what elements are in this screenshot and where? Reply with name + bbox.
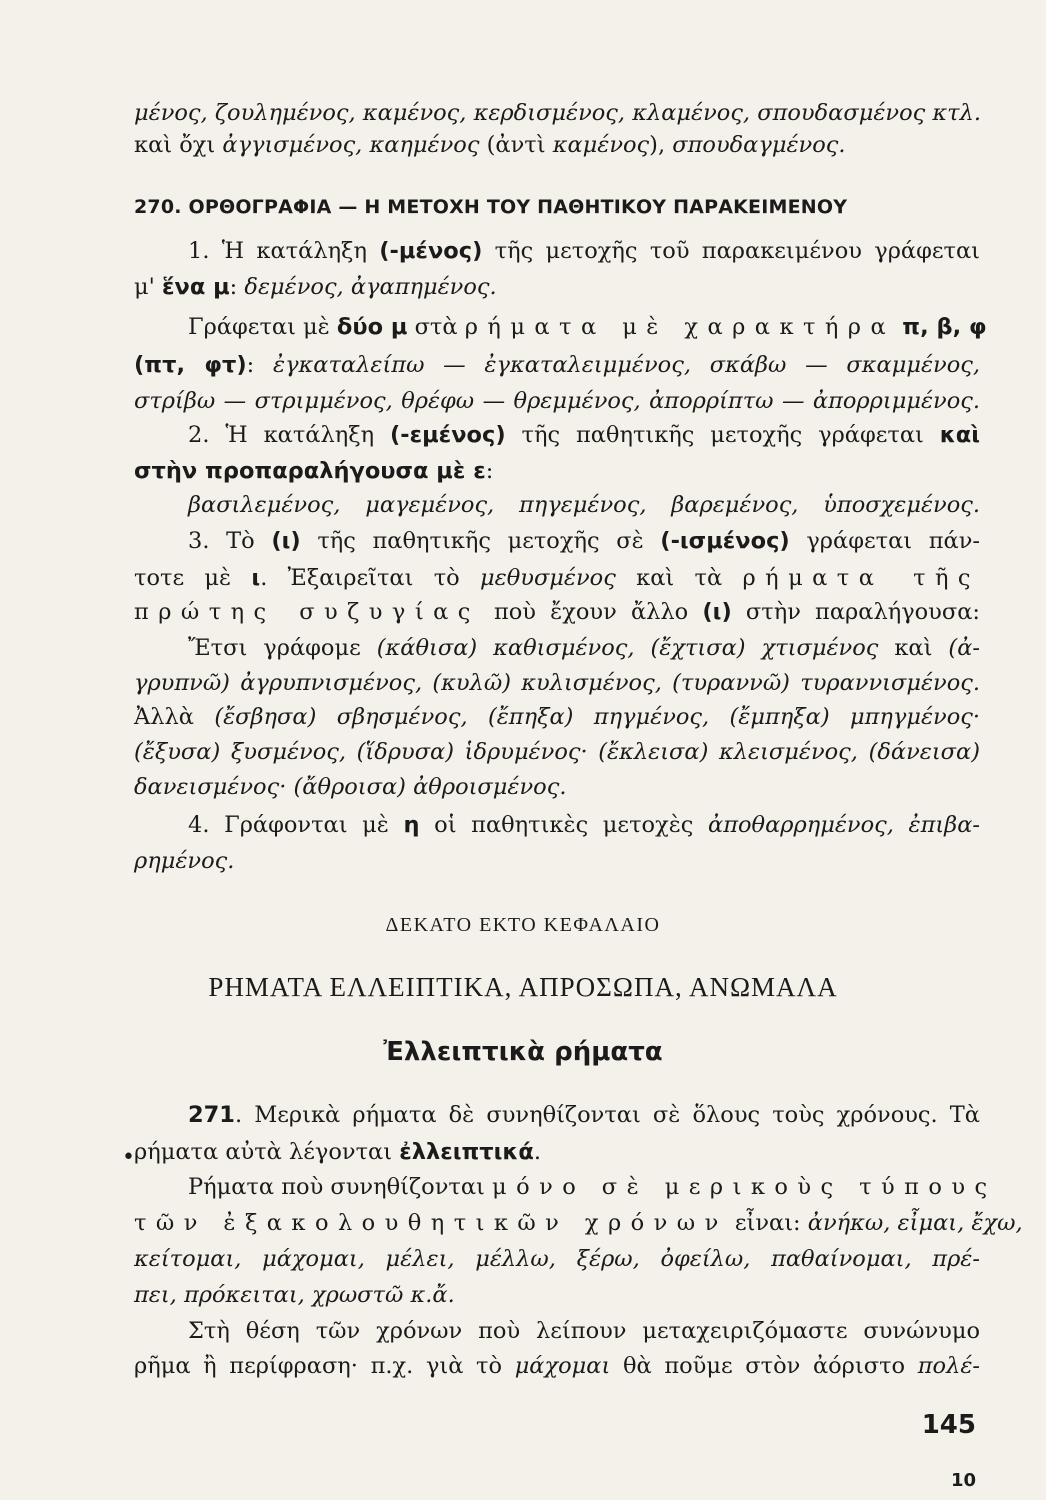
- text-span: ρῆμα ἢ περίφραση· π.χ. γιὰ τὸ: [134, 1353, 515, 1379]
- text-span: στὴν παραλήγουσα:: [731, 599, 980, 625]
- text-span: τοτε μὲ: [134, 565, 252, 591]
- para-271-line-5: κείτομαι, μάχομαι, μέλει, μέλλω, ξέρω, ὀφείλω, παθαίνομαι, πρέ-: [134, 1246, 980, 1272]
- para-271-line-4: [134, 1208, 1023, 1238]
- text-span: ἀγγισμένος, καημένος: [222, 132, 480, 158]
- bold-span: η: [403, 812, 420, 838]
- text-span: Ἀλλὰ: [134, 704, 215, 730]
- rule-3-exception-line-3: δανεισμένος· (ἄθροισα) ἀθροισμένος.: [134, 774, 567, 800]
- chapter-title: ΡΗΜΑΤΑ ΕΛΛΕΙΠΤΙΚΑ, ΑΠΡΟΣΩΠΑ, ΑΝΩΜΑΛΑ: [208, 972, 838, 1002]
- rule-3-example-line: [188, 633, 980, 663]
- italic-span: δεμένος, ἀγαπημένος.: [244, 274, 497, 300]
- text-span: καὶ τὰ: [615, 565, 743, 591]
- italic-span: ἀνήκω, εἶμαι, ἔχω,: [807, 1210, 1023, 1236]
- text-span: οἱ παθητικὲς μετοχὲς: [419, 812, 708, 838]
- text-span: τῆς παθητικῆς μετοχῆς γράφεται: [505, 422, 940, 448]
- para-271-line-1: [188, 1100, 980, 1130]
- para-271-line-3: [188, 1172, 997, 1202]
- rule-4-line: [188, 810, 980, 840]
- rule-3-line-2: [134, 563, 980, 593]
- rule-1-example-line: [134, 350, 980, 380]
- text-span: Ρήματα ποὺ συνηθίζονται: [188, 1174, 492, 1200]
- margin-dot: •: [122, 1145, 135, 1170]
- text-span: 4. Γράφονται μὲ: [188, 812, 404, 838]
- text-span: (ἀντὶ: [479, 132, 553, 158]
- bold-span: στὴν προπαραλήγουσα μὲ ε: [134, 458, 486, 484]
- italic-span: (ἀ-: [948, 635, 980, 661]
- rule-3-line-3: [134, 597, 980, 627]
- rule-2-line: [188, 420, 980, 450]
- rule-1-line-2: [134, 272, 980, 302]
- text-span: .: [533, 1139, 542, 1165]
- spaced-span: ρήματα τῆς: [742, 565, 980, 591]
- bold-span: 271: [188, 1102, 235, 1128]
- para-271-line-7: Στὴ θέση τῶν χρόνων ποὺ λείπουν μεταχειριζόμαστε συνώνυμο: [188, 1318, 980, 1344]
- bold-span: δύο μ: [336, 314, 408, 340]
- italic-span: ἐγκαταλείπω — ἐγκαταλειμμένος, σκάβω — σκαμμένος,: [273, 352, 981, 378]
- para-271-line-6: πει, πρόκειται, χρωστῶ κ.ἄ.: [134, 1282, 455, 1308]
- text-span: τῆς μετοχῆς τοῦ παρακειμένου γράφεται: [482, 238, 980, 264]
- spaced-span: πρώτης συζυγίας: [134, 599, 480, 625]
- text-span: Ἔτσι γράφομε: [188, 635, 377, 661]
- text-span: 3. Τὸ: [188, 528, 272, 554]
- bold-span: (ι): [702, 599, 732, 625]
- text-span: ρήματα αὐτὰ λέγονται: [134, 1139, 400, 1165]
- section-subtitle: Ἐλλειπτικὰ ρήματα: [383, 1037, 663, 1067]
- bold-span: ἐλλειπτικά: [399, 1139, 534, 1165]
- bold-span: ἕνα μ: [161, 274, 230, 300]
- text-span: καὶ ὄχι: [134, 132, 223, 158]
- section-270-heading: 270. ΟΡΘΟΓΡΑΦΙΑ — Η ΜΕΤΟΧΗ ΤΟΥ ΠΑΘΗΤΙΚΟΥ ΠΑΡΑΚΕΙΜΕΝΟΥ: [134, 196, 848, 218]
- bold-span: καὶ: [939, 422, 980, 448]
- text-span: καὶ: [878, 635, 949, 661]
- text-span: :: [229, 274, 245, 300]
- text-span: ),: [649, 132, 673, 158]
- rule-1-double-m-line: [188, 312, 987, 342]
- text-span: θὰ ποῦμε στὸν ἀόριστο: [610, 1353, 918, 1379]
- text-span: :: [246, 352, 274, 378]
- bold-span: (-μένος): [379, 238, 483, 264]
- chapter-label: ΔΕΚΑΤΟ ΕΚΤΟ ΚΕΦΑΛΑΙΟ: [385, 914, 661, 936]
- rule-1-line: [188, 236, 980, 266]
- text-span: γράφεται πάν-: [789, 528, 981, 554]
- text-line-2: [134, 130, 980, 160]
- text-span: 1. Ἡ κατάληξη: [188, 238, 380, 264]
- rule-1-example-line-2: στρίβω — στριμμένος, θρέφω — θρεμμένος, ἀπορρίπτω — ἀπορριμμένος.: [134, 388, 980, 414]
- text-span: . Μερικὰ ρήματα δὲ συνηθίζονται σὲ ὅλους τοὺς χρόνους. Τὰ: [234, 1102, 980, 1128]
- text-span: τῆς παθητικῆς μετοχῆς σὲ: [300, 528, 661, 554]
- rule-2-example-line: βασιλεμένος, μαγεμένος, πηγεμένος, βαρεμένος, ὑποσχεμένος.: [188, 492, 980, 518]
- spaced-span: μόνο σὲ μερικοὺς τύπους: [492, 1174, 997, 1200]
- bold-span: (ι): [271, 528, 301, 554]
- bold-span: (-ισμένος): [660, 528, 790, 554]
- italic-span: (κάθισα) καθισμένος, (ἔχτισα) χτισμένος: [376, 635, 879, 661]
- para-271-line-2: [134, 1137, 980, 1167]
- italic-span: ἀποθαρρημένος, ἐπιβα-: [708, 812, 980, 838]
- rule-2-line-2: [134, 456, 980, 486]
- text-span: εἶναι:: [727, 1210, 808, 1236]
- signature-number: 10: [950, 1470, 976, 1491]
- text-span: 2. Ἡ κατάληξη: [188, 422, 390, 448]
- text-span: καμένος: [552, 132, 650, 158]
- rule-3-exception-line: [134, 702, 980, 732]
- italic-span: πολέ-: [917, 1353, 981, 1379]
- italic-span: (ἔσβησα) σβησμένος, (ἔπηξα) πηγμένος, (ἔμπηξα) μπηγμένος·: [214, 704, 980, 730]
- text-span: ποὺ ἔχουν ἄλλο: [479, 599, 703, 625]
- bold-span: ι: [251, 565, 261, 591]
- text-span: Γράφεται μὲ: [188, 314, 337, 340]
- text-span: :: [485, 458, 494, 484]
- para-271-line-8: [134, 1351, 980, 1381]
- rule-3-exception-line-2: (ἔξυσα) ξυσμένος, (ἵδρυσα) ἱδρυμένος· (ἔκλεισα) κλεισμένος, (δάνεισα): [134, 739, 980, 765]
- rule-3-line: [188, 526, 980, 556]
- italic-span: μάχομαι: [514, 1353, 611, 1379]
- page-number: 145: [921, 1410, 976, 1440]
- italic-span: μεθυσμένος: [480, 565, 616, 591]
- text-span: μ': [134, 274, 162, 300]
- bold-span: (πτ, φτ): [134, 352, 247, 378]
- text-span: . Ἐξαιρεῖται τὸ: [260, 565, 481, 591]
- bold-span: π, β, φ: [902, 314, 987, 340]
- text-span: στὰ: [407, 314, 465, 340]
- rule-3-example-line-2: γρυπνῶ) ἀγρυπνισμένος, (κυλῶ) κυλισμένος, (τυραννῶ) τυραννισμένος.: [134, 670, 980, 696]
- text-span: σπουδαγμένος.: [672, 132, 846, 158]
- spaced-span: τῶν ἐξακολουθητικῶν χρόνων: [134, 1210, 728, 1236]
- text-line-1: μένος, ζουλημένος, καμένος, κερδισμένος, κλαμένος, σπουδασμένος κτλ.: [134, 100, 981, 126]
- bold-span: (-εμένος): [389, 422, 506, 448]
- rule-4-line-2: ρημένος.: [134, 848, 235, 874]
- spaced-span: ρήματα μὲ χαρακτήρα: [464, 314, 896, 340]
